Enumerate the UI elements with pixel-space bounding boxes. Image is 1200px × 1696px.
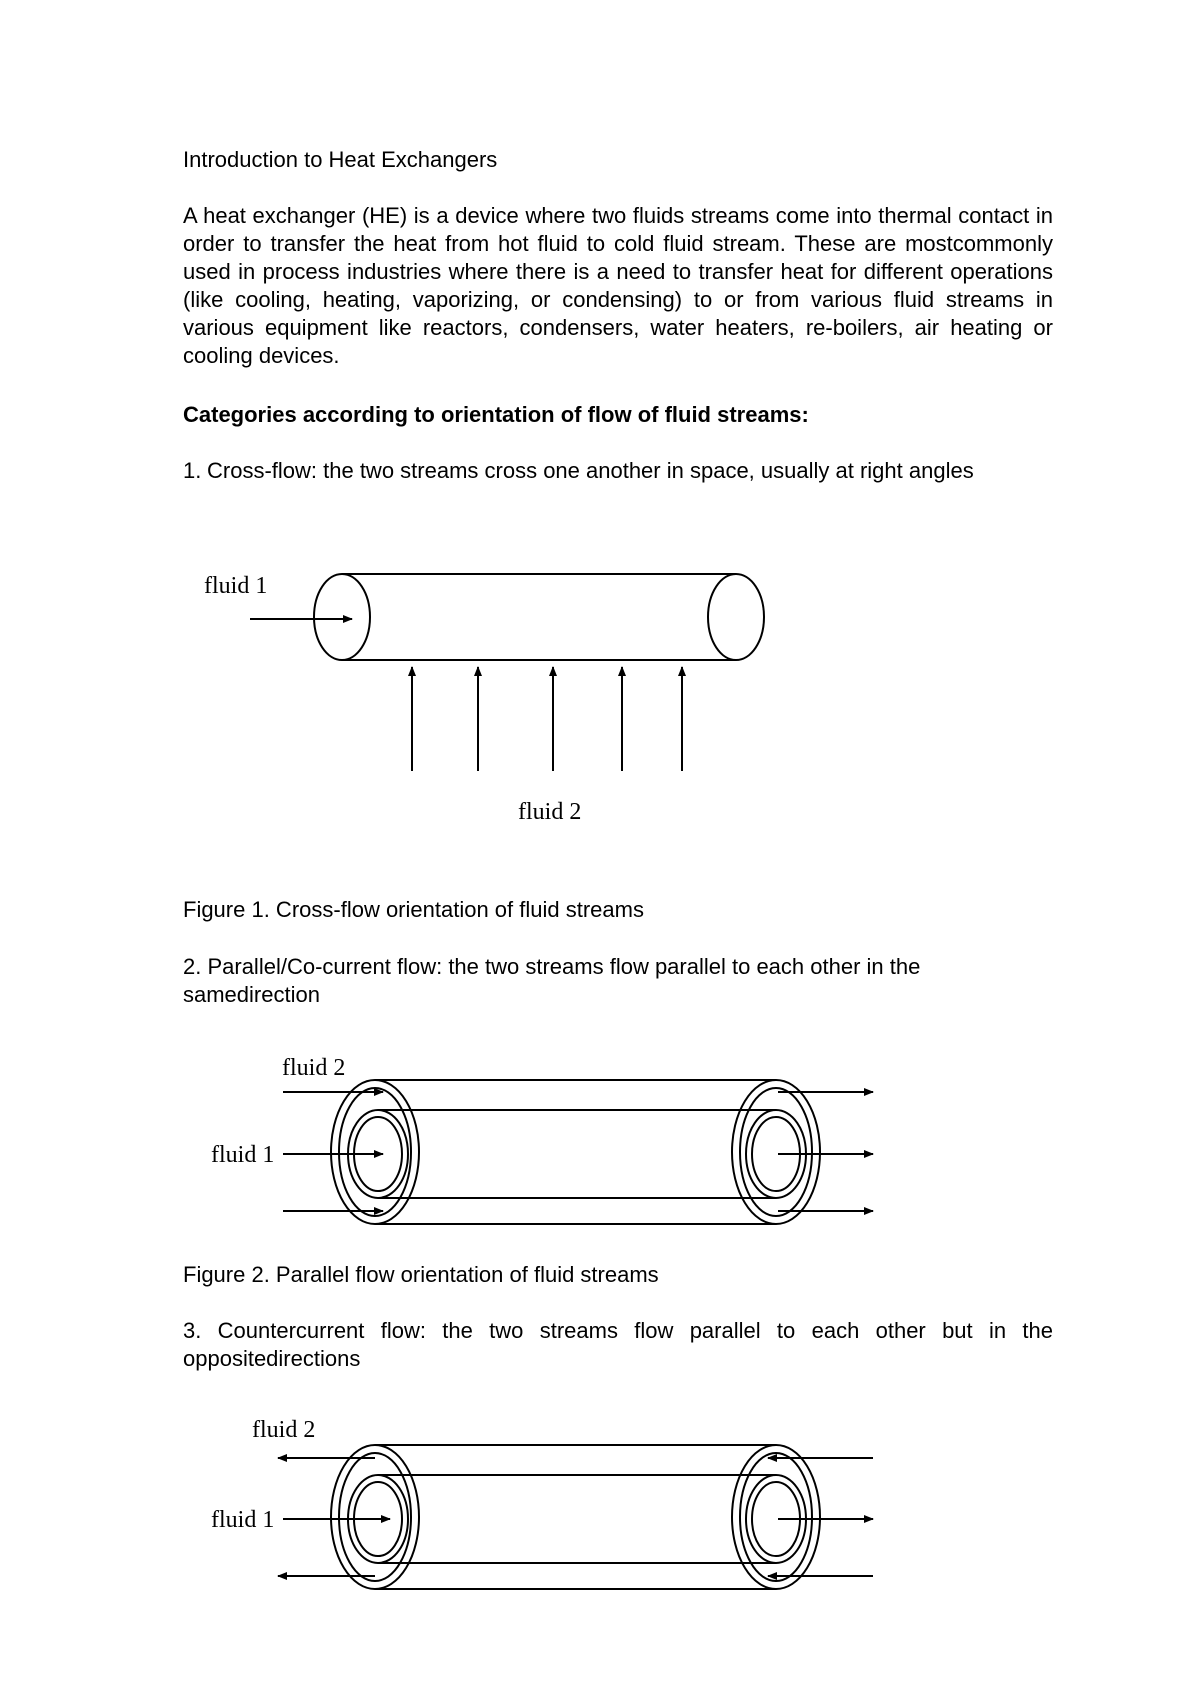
- list-item-parallel-flow: 2. Parallel/Co-current flow: the two streams flow parallel to each other in the samedirection: [183, 954, 921, 1007]
- fig1-label-fluid2: fluid 2: [518, 799, 582, 825]
- countercurrent-flow-tube: [331, 1445, 820, 1589]
- figure1-caption: Figure 1. Cross-flow orientation of fluid streams: [183, 897, 644, 922]
- fig2-label-fluid2: fluid 2: [282, 1055, 346, 1081]
- countercurrent-flow-arrows: [278, 1458, 873, 1576]
- section-heading: Categories according to orientation of flow of fluid streams:: [183, 402, 809, 427]
- intro-paragraph: A heat exchanger (HE) is a device where two fluids streams come into thermal contact in order to transfer the heat from hot fluid to cold fluid stream. These are mostcommonly used in process industries where there is a need to transfer heat for different operations (like cooling, heating, vaporizing, or condensing) to or from various fluid streams in various equipment like reactors, condensers, water heaters, re-boilers, air heating or cooling devices.: [183, 203, 1053, 368]
- parallel-flow-tube: [331, 1080, 820, 1224]
- figure2-caption: Figure 2. Parallel flow orientation of fluid streams: [183, 1262, 659, 1287]
- list-number: 1.: [183, 458, 202, 483]
- list-item-text: Cross-flow: the two streams cross one another in space, usually at right angles: [207, 458, 974, 483]
- fig3-label-fluid2: fluid 2: [252, 1417, 316, 1443]
- list-item-cross-flow: [183, 457, 1053, 485]
- fig3-label-fluid1: fluid 1: [211, 1507, 275, 1533]
- fig2-label-fluid1: fluid 1: [211, 1142, 275, 1168]
- document-title: Introduction to Heat Exchangers: [183, 147, 498, 172]
- list-item-countercurrent-flow: 3. Countercurrent flow: the two streams flow parallel to each other but in the oppositedirections: [183, 1318, 1053, 1371]
- fluid2-arrows: [412, 667, 682, 771]
- fig1-label-fluid1: fluid 1: [204, 573, 268, 599]
- cross-flow-tube: [314, 574, 764, 660]
- parallel-flow-arrows: [283, 1092, 873, 1211]
